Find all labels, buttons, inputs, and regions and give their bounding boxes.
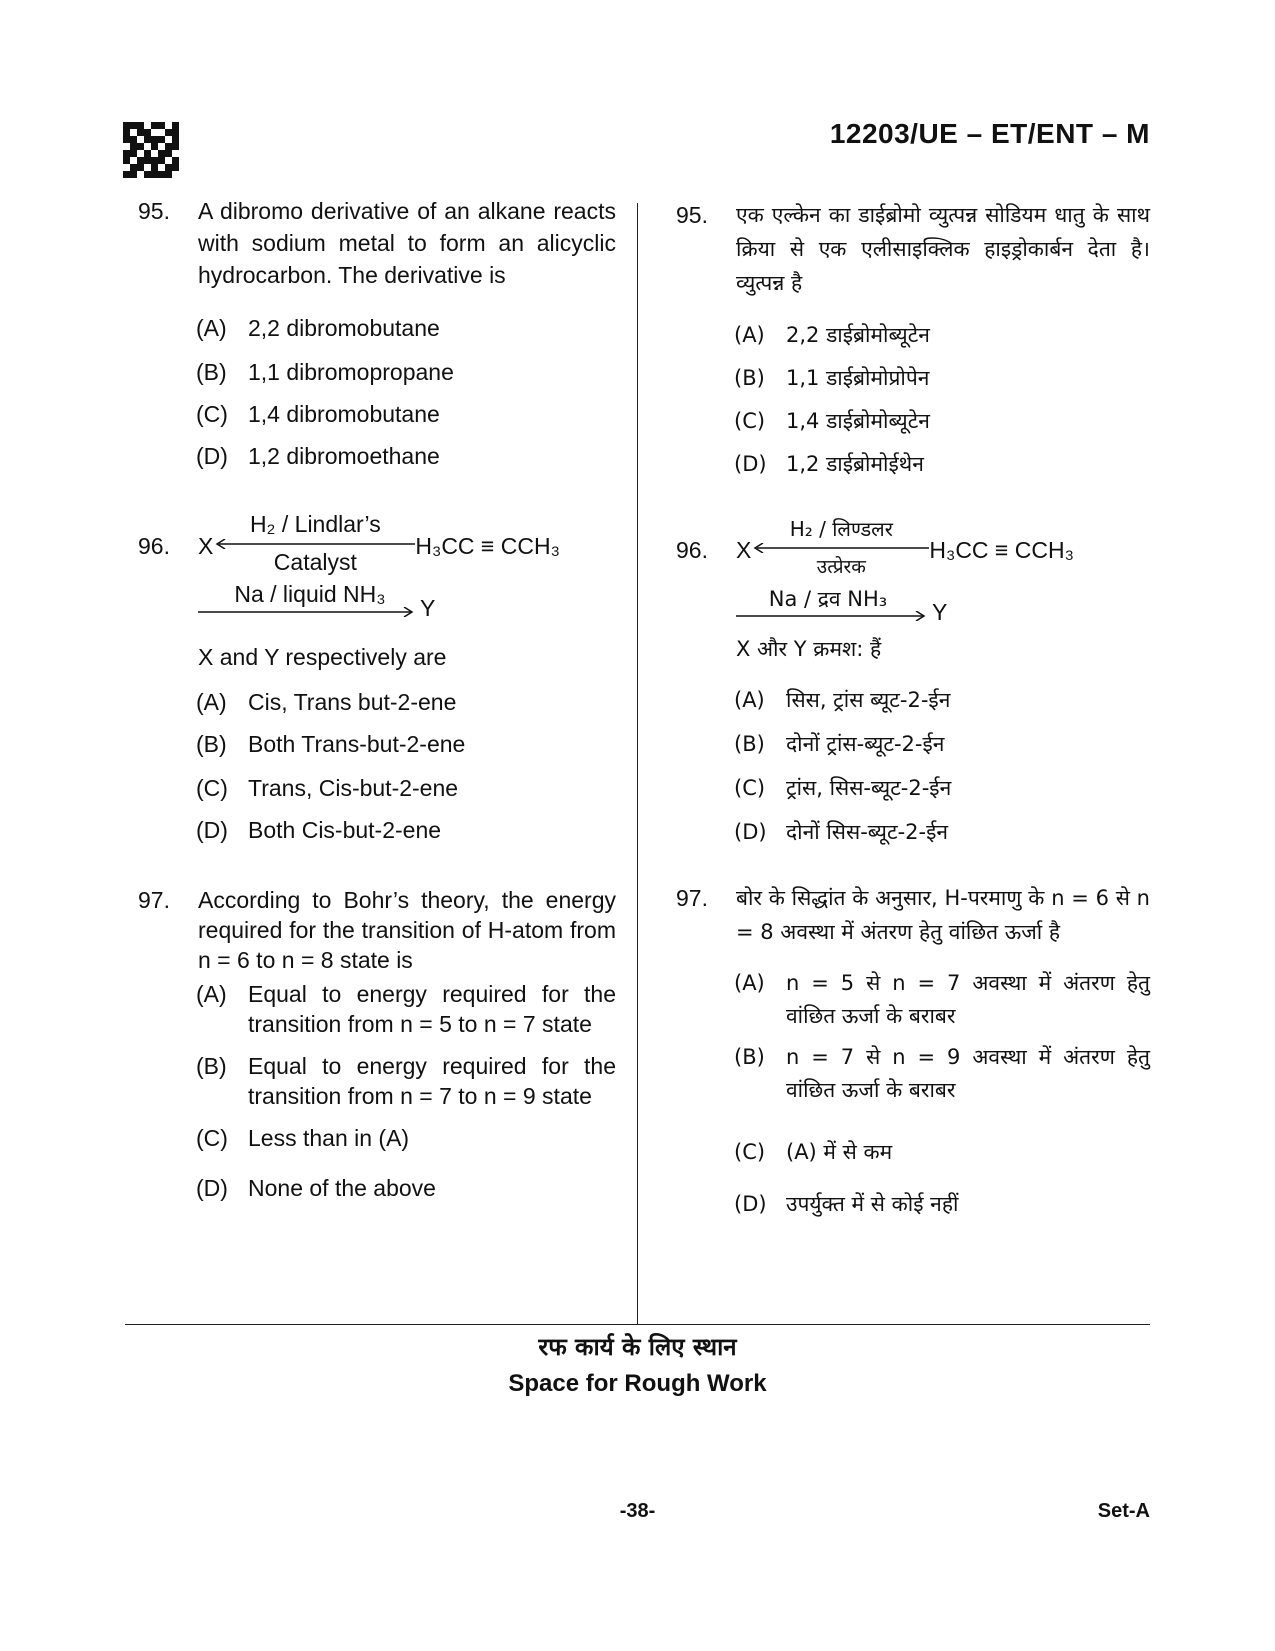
option-c xyxy=(196,773,616,803)
reaction-96-en xyxy=(138,511,616,581)
option-b xyxy=(196,729,616,759)
product: H₃CC ≡ CCH₃ xyxy=(415,532,560,559)
option-d xyxy=(196,441,616,471)
option-a xyxy=(734,685,1150,715)
option-d xyxy=(734,449,1150,479)
option-text: 2,2 डाईब्रोमोब्यूटेन xyxy=(786,323,930,347)
option-text: Cis, Trans but-2-ene xyxy=(248,689,457,715)
option-label: (A) xyxy=(734,688,765,712)
option-d xyxy=(734,1189,1150,1219)
option-label: (B) xyxy=(196,1053,227,1079)
option-a xyxy=(196,313,616,343)
option-label: (A) xyxy=(734,323,765,347)
question-text: X and Y respectively are xyxy=(198,644,447,670)
option-c xyxy=(734,1137,1150,1167)
question-number: 95. xyxy=(676,202,708,228)
qr-code-icon xyxy=(123,122,179,178)
reagent-2: Na / liquid NH₃ xyxy=(234,581,386,607)
rough-work-hindi: रफ कार्य के लिए स्थान xyxy=(538,1333,737,1361)
option-d xyxy=(734,817,1150,847)
rough-work-english: Space for Rough Work xyxy=(508,1370,767,1397)
question-97-en xyxy=(138,885,616,975)
option-text: Both Trans-but-2-ene xyxy=(248,731,466,757)
option-label: (C) xyxy=(734,409,766,433)
option-text: Both Cis-but-2-ene xyxy=(248,817,442,843)
hindi-column xyxy=(676,198,1150,1219)
option-label: (B) xyxy=(734,732,765,756)
option-a xyxy=(196,687,616,717)
option-label: (A) xyxy=(196,981,227,1007)
question-number: 97. xyxy=(138,887,170,913)
option-c xyxy=(196,1123,616,1153)
option-d xyxy=(196,815,616,845)
arrow-reagent: H₂ / लिण्डलर xyxy=(789,517,893,541)
option-text: Trans, Cis-but-2-ene xyxy=(248,775,459,801)
option-text: n = 7 से n = 9 अवस्था में अंतरण हेतु वांछित ऊर्जा के बराबर xyxy=(786,1045,1150,1102)
reaction-96-hi xyxy=(676,515,1150,585)
question-number: 95. xyxy=(138,198,170,224)
arrow-catalyst: Catalyst xyxy=(273,549,357,575)
option-b xyxy=(734,1041,1150,1107)
option-text: ट्रांस, सिस-ब्यूट-2-ईन xyxy=(786,776,952,800)
option-text: 1,4 dibromobutane xyxy=(248,401,440,427)
option-label: (A) xyxy=(734,971,765,995)
option-b xyxy=(196,1051,616,1111)
arrow-catalyst: उत्प्रेरक xyxy=(816,556,866,578)
arrow-reagent: H₂ / Lindlar’s xyxy=(249,511,381,537)
question-text: एक एल्केन का डाईब्रोमो व्युत्पन्न सोडियम धातु के साथ क्रिया से एक एलीसाइक्लिक हाइड्रोकार्बन देता है। व्युत्पन्न है xyxy=(736,203,1150,295)
option-d xyxy=(196,1173,616,1203)
option-a xyxy=(734,967,1150,1033)
option-b xyxy=(196,357,616,387)
question-text: A dibromo derivative of an alkane reacts with sodium metal to form an alicyclic hydrocarbon. The derivative is xyxy=(198,198,616,288)
product-y: Y xyxy=(932,599,948,625)
option-label: (B) xyxy=(196,359,227,385)
column-divider xyxy=(637,203,638,1325)
reactant-x: X xyxy=(198,532,214,559)
option-text: Equal to energy required for the transition from n = 5 to n = 7 state xyxy=(248,981,616,1037)
reaction-step-2 xyxy=(736,585,1150,633)
option-label: (C) xyxy=(734,776,766,800)
option-text: (A) में से कम xyxy=(786,1140,893,1164)
option-text: दोनों ट्रांस-ब्यूट-2-ईन xyxy=(786,732,945,756)
question-97-hi xyxy=(676,881,1150,949)
option-label: (C) xyxy=(196,775,228,801)
set-label: Set-A xyxy=(1097,1500,1150,1522)
right-arrow-icon xyxy=(198,607,418,617)
option-text: 1,1 डाईब्रोमोप्रोपेन xyxy=(786,366,930,390)
option-text: उपर्युक्त में से कोई नहीं xyxy=(786,1192,959,1216)
option-c xyxy=(196,399,616,429)
option-text: Equal to energy required for the transition from n = 7 to n = 9 state xyxy=(248,1053,616,1109)
question-95-hi xyxy=(676,198,1150,300)
option-label: (D) xyxy=(734,1192,767,1216)
option-label: (D) xyxy=(734,452,767,476)
option-label: (B) xyxy=(734,1045,765,1069)
reactant-x: X xyxy=(736,536,752,563)
option-label: (C) xyxy=(196,1125,228,1151)
question-number: 96. xyxy=(676,536,708,563)
reaction-arrow xyxy=(215,511,415,581)
question-96-en xyxy=(138,641,616,673)
footer-rule xyxy=(125,1324,1150,1325)
question-96-hi xyxy=(676,633,1150,665)
option-label: (C) xyxy=(734,1140,766,1164)
option-text: 1,1 dibromopropane xyxy=(248,359,454,385)
option-text: 1,2 dibromoethane xyxy=(248,443,440,469)
left-arrow-icon xyxy=(753,543,929,553)
option-c xyxy=(734,406,1150,436)
option-c xyxy=(734,773,1150,803)
option-label: (D) xyxy=(196,443,228,469)
reaction-arrow xyxy=(753,515,929,585)
option-text: सिस, ट्रांस ब्यूट-2-ईन xyxy=(786,688,951,712)
option-b xyxy=(734,363,1150,393)
product-y: Y xyxy=(420,595,436,621)
page-number: -38- xyxy=(619,1500,656,1522)
reagent-2: Na / द्रव NH₃ xyxy=(768,587,888,611)
question-95-en xyxy=(138,195,616,291)
paper-code: 12203/UE – ET/ENT – M xyxy=(829,118,1150,149)
question-number: 97. xyxy=(676,885,708,911)
option-a xyxy=(196,979,616,1039)
option-b xyxy=(734,729,1150,759)
left-arrow-icon xyxy=(215,539,415,549)
option-text: 1,2 डाईब्रोमोईथेन xyxy=(786,452,924,476)
option-label: (D) xyxy=(196,817,228,843)
right-arrow-icon xyxy=(736,611,930,621)
product: H₃CC ≡ CCH₃ xyxy=(929,536,1074,563)
question-number: 96. xyxy=(138,532,170,559)
option-text: n = 5 से n = 7 अवस्था में अंतरण हेतु वांछित ऊर्जा के बराबर xyxy=(786,971,1150,1028)
option-label: (B) xyxy=(196,731,227,757)
option-label: (B) xyxy=(734,366,765,390)
question-text: बोर के सिद्धांत के अनुसार, H-परमाणु के n = 6 से n = 8 अवस्था में अंतरण हेतु वांछित ऊर्जा है xyxy=(736,886,1150,944)
question-text: X और Y क्रमश: हैं xyxy=(736,637,882,661)
option-label: (D) xyxy=(196,1175,228,1201)
option-label: (A) xyxy=(196,315,227,341)
option-a xyxy=(734,320,1150,350)
option-label: (D) xyxy=(734,820,767,844)
reaction-step-2 xyxy=(198,581,616,629)
question-text: According to Bohr’s theory, the energy required for the transition of H-atom from n = 6 to n = 8 state is xyxy=(198,887,616,973)
option-text: None of the above xyxy=(248,1175,436,1201)
option-label: (A) xyxy=(196,689,227,715)
option-text: Less than in (A) xyxy=(248,1125,410,1151)
option-text: 1,4 डाईब्रोमोब्यूटेन xyxy=(786,409,930,433)
option-text: दोनों सिस-ब्यूट-2-ईन xyxy=(786,820,949,844)
english-column xyxy=(138,195,616,1203)
option-label: (C) xyxy=(196,401,228,427)
option-text: 2,2 dibromobutane xyxy=(248,315,440,341)
